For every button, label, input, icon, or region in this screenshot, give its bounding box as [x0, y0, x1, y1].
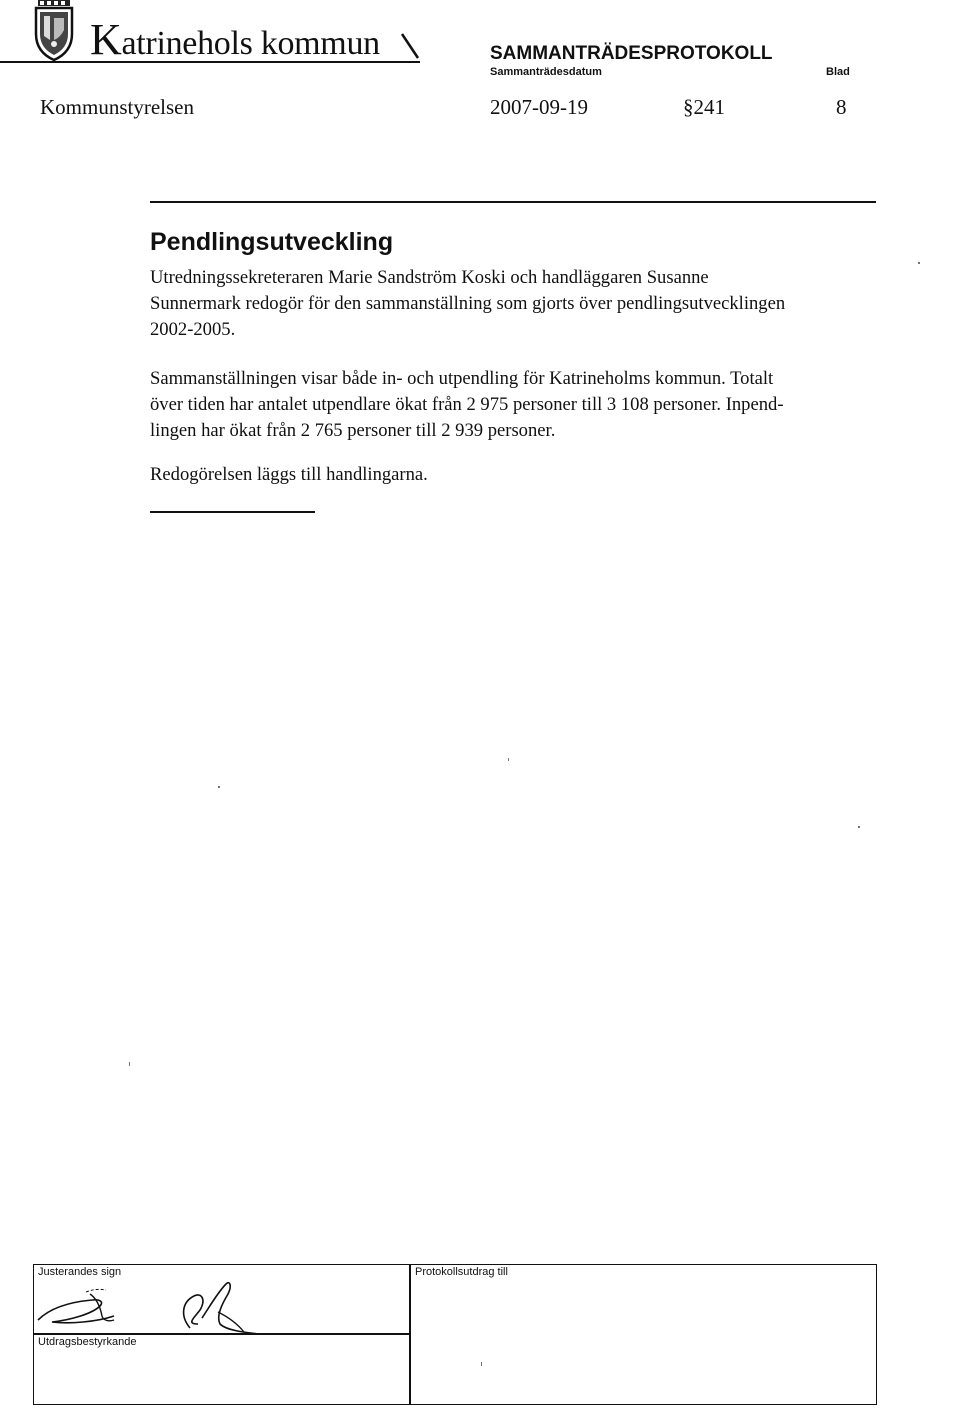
paragraph-2-line: Sammanställningen visar både in- och utpendling för Katrineholms kommun. Totalt — [150, 368, 774, 389]
municipal-crest-logo — [30, 0, 78, 62]
paragraph-2-line: över tiden har antalet utpendlare ökat från 2 975 personer till 3 108 personer. Inpend- — [150, 394, 784, 415]
meeting-date-label: Sammanträdesdatum — [490, 66, 602, 78]
certifier-label: Utdragsbestyrkande — [38, 1336, 137, 1348]
paragraph-1 — [150, 265, 870, 343]
handwritten-signatures — [30, 1272, 270, 1352]
closing-rule — [150, 511, 315, 513]
scan-speck — [858, 826, 860, 828]
signature-box-divider — [409, 1264, 411, 1405]
paragraph-1-line: Sunnermark redogör för den sammanställning som gjorts över pendlingsutvecklingen — [150, 293, 786, 314]
scan-speck — [218, 786, 220, 788]
scan-speck — [918, 262, 920, 264]
document-type: SAMMANTRÄDESPROTOKOLL — [490, 43, 773, 64]
scan-speck — [508, 758, 509, 761]
paragraph-3 — [150, 462, 870, 488]
paragraph-2-line: lingen har ökat från 2 765 personer till 2 939 personer. — [150, 420, 556, 441]
extract-to-label: Protokollsutdrag till — [415, 1266, 508, 1278]
sheet-label: Blad — [826, 66, 850, 78]
scan-speck — [129, 1062, 130, 1066]
meeting-date: 2007-09-19 — [490, 95, 588, 119]
section-rule — [150, 201, 876, 203]
municipality-initial: K — [90, 15, 122, 64]
paragraph-2 — [150, 366, 870, 444]
header-slash-mark — [398, 30, 420, 60]
paragraph-1-line: 2002-2005. — [150, 319, 236, 340]
section-heading: Pendlingsutveckling — [150, 228, 394, 256]
paragraph-3-line: Redogörelsen läggs till handlingarna. — [150, 464, 428, 485]
sheet-number: 8 — [836, 95, 847, 119]
municipality-name — [90, 14, 380, 65]
municipality-name-rest: atrinehols kommun — [121, 25, 380, 62]
board-name: Kommunstyrelsen — [40, 95, 194, 119]
paragraph-1-line: Utredningssekreteraren Marie Sandström Koski och handläggaren Susanne — [150, 267, 709, 288]
paragraph-number: §241 — [683, 95, 725, 119]
adjuster-sign-label: Justerandes sign — [38, 1266, 122, 1278]
